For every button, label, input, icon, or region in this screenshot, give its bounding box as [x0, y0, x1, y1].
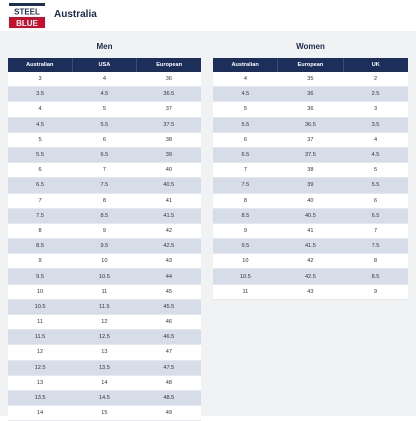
table-cell: 42 — [278, 254, 343, 269]
table-cell: 9 — [213, 223, 278, 238]
table-cell: 7.5 — [343, 239, 408, 254]
table-row — [8, 345, 201, 360]
table-cell: 37 — [278, 132, 343, 147]
table-cell: 41.5 — [137, 208, 201, 223]
table-cell: 4 — [343, 132, 408, 147]
table-cell: 11 — [8, 315, 72, 330]
table-cell: 6.5 — [72, 147, 137, 162]
table-cell: 11.5 — [72, 299, 137, 314]
table-cell: 5.5 — [72, 117, 137, 132]
women-size-section — [213, 41, 408, 300]
table-cell: 6.5 — [343, 208, 408, 223]
table-cell: 40 — [278, 193, 343, 208]
table-cell: 10 — [8, 284, 72, 299]
table-cell: 4 — [72, 72, 137, 87]
column-header: Australian — [8, 58, 72, 72]
table-cell: 8 — [8, 223, 72, 238]
table-cell: 47.5 — [137, 360, 201, 375]
table-cell: 40.5 — [278, 208, 343, 223]
table-cell: 13 — [72, 345, 137, 360]
table-cell: 7 — [213, 163, 278, 178]
table-row — [8, 117, 201, 132]
table-cell: 7.5 — [213, 178, 278, 193]
table-row — [8, 390, 201, 405]
table-cell: 39 — [278, 178, 343, 193]
table-cell: 36.5 — [137, 87, 201, 102]
table-cell: 2 — [343, 72, 408, 87]
table-row — [8, 269, 201, 284]
table-row — [213, 87, 408, 102]
table-cell: 40 — [137, 163, 201, 178]
table-cell: 8.5 — [343, 269, 408, 284]
table-row — [213, 117, 408, 132]
table-row — [8, 132, 201, 147]
table-cell: 2.5 — [343, 87, 408, 102]
table-cell: 38 — [137, 132, 201, 147]
table-cell: 11 — [213, 284, 278, 299]
table-cell: 46.5 — [137, 330, 201, 345]
column-header: USA — [72, 58, 137, 72]
table-cell: 35 — [278, 72, 343, 87]
table-cell: 15 — [72, 406, 137, 421]
table-cell: 4 — [213, 72, 278, 87]
table-cell: 36 — [278, 102, 343, 117]
table-row — [213, 163, 408, 178]
table-cell: 36 — [278, 87, 343, 102]
svg-text:STEEL: STEEL — [14, 7, 40, 17]
table-cell: 11.5 — [8, 330, 72, 345]
table-cell: 37.5 — [137, 117, 201, 132]
table-row — [8, 406, 201, 421]
table-cell: 41 — [278, 223, 343, 238]
column-header: Australian — [213, 58, 278, 72]
table-cell: 5 — [72, 102, 137, 117]
table-cell: 39 — [137, 147, 201, 162]
table-cell: 5 — [8, 132, 72, 147]
table-cell: 13 — [8, 375, 72, 390]
table-cell: 10 — [72, 254, 137, 269]
table-row — [213, 239, 408, 254]
table-cell: 5 — [343, 163, 408, 178]
women-table-body — [213, 72, 408, 299]
table-cell: 10.5 — [213, 269, 278, 284]
table-row — [8, 299, 201, 314]
men-table-header-row — [8, 58, 201, 72]
table-cell: 12 — [8, 345, 72, 360]
svg-text:BLUE: BLUE — [16, 19, 38, 28]
table-cell: 5.5 — [8, 147, 72, 162]
men-table-body — [8, 72, 201, 421]
table-row — [8, 223, 201, 238]
table-row — [8, 178, 201, 193]
table-row — [8, 284, 201, 299]
table-row — [213, 193, 408, 208]
table-cell: 4.5 — [343, 147, 408, 162]
table-cell: 47 — [137, 345, 201, 360]
table-row — [8, 330, 201, 345]
table-cell: 10.5 — [8, 299, 72, 314]
women-table-header-row — [213, 58, 408, 72]
men-section-title: Men — [96, 42, 113, 51]
table-cell: 8 — [72, 193, 137, 208]
table-row — [213, 284, 408, 299]
table-cell: 41.5 — [278, 239, 343, 254]
table-cell: 14.5 — [72, 390, 137, 405]
table-cell: 5.5 — [213, 117, 278, 132]
column-header: European — [137, 58, 201, 72]
table-cell: 4 — [8, 102, 72, 117]
table-cell: 42.5 — [278, 269, 343, 284]
table-cell: 14 — [72, 375, 137, 390]
table-cell: 44 — [137, 269, 201, 284]
table-row — [213, 147, 408, 162]
table-row — [8, 72, 201, 87]
table-cell: 6 — [72, 132, 137, 147]
table-cell: 45 — [137, 284, 201, 299]
table-cell: 4.5 — [8, 117, 72, 132]
table-cell: 40.5 — [137, 178, 201, 193]
table-cell: 48 — [137, 375, 201, 390]
table-cell: 6.5 — [213, 147, 278, 162]
table-cell: 8.5 — [8, 239, 72, 254]
table-cell: 8.5 — [213, 208, 278, 223]
table-cell: 12 — [72, 315, 137, 330]
table-row — [213, 269, 408, 284]
table-cell: 11 — [72, 284, 137, 299]
table-cell: 6.5 — [8, 178, 72, 193]
table-cell: 46 — [137, 315, 201, 330]
table-row — [213, 102, 408, 117]
table-cell: 7.5 — [8, 208, 72, 223]
table-cell: 12.5 — [72, 330, 137, 345]
table-cell: 5 — [213, 102, 278, 117]
table-cell: 37 — [137, 102, 201, 117]
table-cell: 4.5 — [72, 87, 137, 102]
women-size-table — [213, 58, 408, 300]
table-row — [213, 178, 408, 193]
table-cell: 5.5 — [343, 178, 408, 193]
size-chart-area — [0, 31, 416, 416]
table-row — [213, 208, 408, 223]
table-row — [8, 239, 201, 254]
table-cell: 43 — [137, 254, 201, 269]
women-section-title: Women — [296, 42, 325, 51]
table-cell: 36.5 — [278, 117, 343, 132]
table-cell: 8.5 — [72, 208, 137, 223]
table-cell: 49 — [137, 406, 201, 421]
table-cell: 3 — [8, 72, 72, 87]
table-row — [213, 132, 408, 147]
table-row — [8, 102, 201, 117]
table-cell: 7 — [343, 223, 408, 238]
table-cell: 48.5 — [137, 390, 201, 405]
table-cell: 36 — [137, 72, 201, 87]
table-row — [8, 147, 201, 162]
table-cell: 37.5 — [278, 147, 343, 162]
table-cell: 10 — [213, 254, 278, 269]
table-cell: 6 — [8, 163, 72, 178]
men-size-table — [8, 58, 201, 421]
table-cell: 42 — [137, 223, 201, 238]
table-cell: 6 — [343, 193, 408, 208]
table-cell: 7.5 — [72, 178, 137, 193]
table-cell: 4.5 — [213, 87, 278, 102]
table-cell: 7 — [72, 163, 137, 178]
table-cell: 3 — [343, 102, 408, 117]
table-cell: 3.5 — [8, 87, 72, 102]
steel-blue-logo — [7, 3, 47, 29]
table-row — [8, 193, 201, 208]
table-cell: 9 — [72, 223, 137, 238]
table-cell: 41 — [137, 193, 201, 208]
table-cell: 13.5 — [72, 360, 137, 375]
men-size-section — [8, 41, 201, 421]
table-cell: 12.5 — [8, 360, 72, 375]
table-cell: 8 — [213, 193, 278, 208]
table-row — [8, 87, 201, 102]
table-cell: 9.5 — [8, 269, 72, 284]
table-row — [8, 315, 201, 330]
table-cell: 10.5 — [72, 269, 137, 284]
column-header: UK — [343, 58, 408, 72]
table-cell: 13.5 — [8, 390, 72, 405]
table-cell: 6 — [213, 132, 278, 147]
table-row — [8, 208, 201, 223]
column-header: European — [278, 58, 343, 72]
table-cell: 45.5 — [137, 299, 201, 314]
table-row — [213, 223, 408, 238]
table-cell: 14 — [8, 406, 72, 421]
table-cell: 42.5 — [137, 239, 201, 254]
table-row — [8, 360, 201, 375]
page-header — [0, 0, 416, 31]
table-cell: 9 — [343, 284, 408, 299]
table-cell: 7 — [8, 193, 72, 208]
table-cell: 9 — [8, 254, 72, 269]
table-row — [213, 72, 408, 87]
table-cell: 9.5 — [213, 239, 278, 254]
table-row — [8, 163, 201, 178]
page-title: Australia — [54, 9, 97, 20]
table-cell: 3.5 — [343, 117, 408, 132]
table-cell: 8 — [343, 254, 408, 269]
table-cell: 43 — [278, 284, 343, 299]
table-row — [8, 254, 201, 269]
table-row — [213, 254, 408, 269]
table-cell: 38 — [278, 163, 343, 178]
table-row — [8, 375, 201, 390]
table-cell: 9.5 — [72, 239, 137, 254]
